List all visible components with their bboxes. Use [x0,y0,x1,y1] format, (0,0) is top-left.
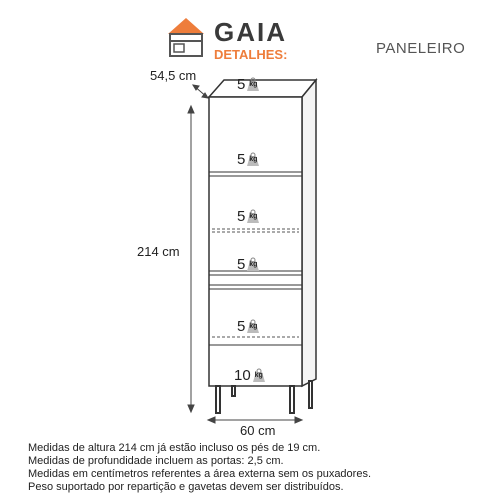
weight-icon: kg [246,77,260,91]
depth-label: 54,5 cm [150,68,197,83]
note-line: Medidas em centímetros referentes a área externa sem os puxadores. [28,468,372,480]
compartment-weight: 10 kg [234,367,266,384]
width-label: 60 cm [240,423,276,438]
compartment-weight: 5 kg [237,76,260,93]
compartment-weight: 5 kg [237,151,260,168]
compartment-weight: 5 kg [237,256,260,273]
note-line: Medidas de profundidade incluem as portas: 2,5 cm. [28,455,284,467]
weight-icon: kg [246,209,260,223]
height-dimension-line [188,106,194,412]
weight-icon: kg [246,257,260,271]
height-label: 214 cm [137,244,180,259]
product-name: PANELEIRO [376,40,466,57]
cabinet-body [209,80,316,386]
compartment-weight: 5 kg [237,208,260,225]
brand-name: GAIA [214,17,287,47]
details-subtitle: DETALHES: [214,47,288,62]
weight-icon: kg [252,368,266,382]
weight-icon: kg [246,319,260,333]
note-line: Medidas de altura 214 cm já estão incluso os pés de 19 cm. [28,442,321,454]
notes [28,442,488,494]
weight-icon: kg [246,152,260,166]
note-line: Peso suportado por repartição e gavetas devem ser distribuídos. [28,481,344,493]
depth-dimension-line [193,85,208,98]
compartment-weight: 5 kg [237,318,260,335]
